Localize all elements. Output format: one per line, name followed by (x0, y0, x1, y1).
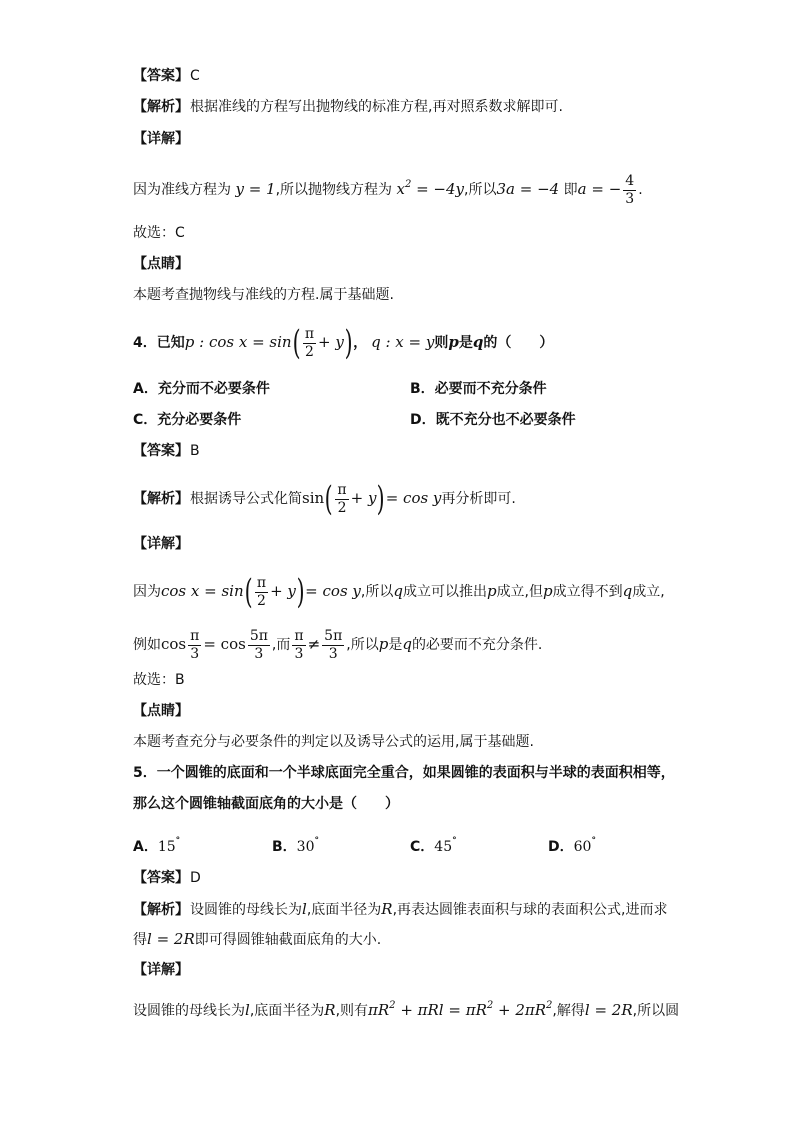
frac-num: π (304, 325, 315, 342)
q4-choose-line (133, 670, 773, 690)
q4-stem-q: q (472, 333, 484, 351)
q5-analysis-text: 设圆锥的母线长为 (190, 902, 302, 918)
q5-analysis-text: ,底面半径为 (306, 902, 382, 918)
right-paren: ) (377, 479, 386, 519)
q3-eq-directrix: y = 1 (235, 180, 276, 198)
q3-detail-end: . (638, 182, 643, 198)
q4-option-c (133, 410, 241, 430)
option-letter: B． (272, 839, 297, 855)
q4-option-d (410, 410, 576, 430)
q3-eq-result: a = − (577, 180, 622, 198)
frac-den: 3 (328, 645, 338, 662)
var-q: q (622, 582, 633, 600)
frac-num: π (190, 627, 200, 644)
q4-comment-text: 本题考查充分与必要条件的判定以及诱导公式的运用,属于基础题. (133, 734, 534, 750)
q5-detail-text: ,底面半径为 (249, 1003, 325, 1019)
q4-analysis-line (133, 478, 773, 519)
q3-detail-text: 即 (563, 182, 578, 198)
q4-detail-text: ,所以 (360, 584, 394, 600)
var-p: p (486, 582, 497, 600)
frac-den: 2 (304, 343, 314, 360)
q4-option-a (133, 379, 270, 399)
square: 2 (389, 1000, 396, 1011)
option-value: 15 (157, 839, 176, 855)
option-value: 60 (573, 839, 592, 855)
q4-detail-text: ,而 (271, 637, 291, 653)
frac-num: 5π (249, 627, 268, 644)
q3-answer-value: C (190, 68, 200, 84)
square: 2 (486, 1000, 494, 1011)
degree-sign: ° (314, 836, 319, 846)
q4-stem-text: 则 (434, 335, 449, 351)
degree-sign: ° (175, 836, 181, 846)
option-text: 必要而不充分条件 (434, 381, 547, 397)
q4-detail-text: 成立, (632, 584, 665, 600)
q4-detail-text: 成立可以推出 (402, 584, 487, 600)
var-R: R (381, 900, 393, 918)
q5-detail-text: ,则有 (335, 1003, 369, 1019)
q4-detail-text: 因为 (133, 584, 161, 600)
q4-stem: 4．已知p : cos x = sin( $\frac{\pi}{2}$ + y)， q : x = y则p是q的（ ） (133, 323, 554, 363)
q5-analysis-text: 得 (133, 932, 147, 948)
q4-detail-line2 (133, 624, 773, 665)
fraction (188, 628, 201, 663)
detail-label: 【详解】 (133, 131, 189, 147)
frac-den: 2 (337, 499, 347, 516)
option-text: 既不充分也不必要条件 (435, 412, 576, 428)
left-paren: ( (292, 323, 301, 363)
var-p: p (378, 635, 389, 653)
q5-surface-equation (368, 1001, 552, 1019)
cos-fn: cos (161, 635, 187, 653)
frac-num: π (294, 627, 304, 644)
left-paren: ( (244, 572, 253, 612)
q4-detail-label (133, 534, 773, 554)
comment-label: 【点睛】 (133, 256, 189, 272)
option-text: 充分必要条件 (157, 412, 242, 428)
right-paren: ) (344, 323, 353, 363)
q5-option-c (410, 831, 457, 857)
q4-eq-cos: cos x = sin (161, 582, 244, 600)
frac-num: 4 (625, 172, 635, 189)
degree-sign: ° (591, 836, 596, 846)
frac-den: 3 (625, 190, 635, 207)
q4-detail-line1 (133, 570, 773, 613)
option-letter: D． (548, 839, 574, 855)
q4-detail-text: ,所以 (346, 637, 379, 653)
q4-analysis-text: 根据诱导公式化简 (190, 491, 302, 507)
plus-y: + y (350, 489, 377, 507)
plus-y: + y (318, 333, 344, 351)
option-letter: C． (133, 412, 158, 428)
answer-label: 【答案】 (133, 68, 189, 84)
q4-comment-label (133, 701, 773, 721)
q5-detail-line (133, 996, 773, 1021)
q4-stem-end: 的（ ） (483, 335, 554, 351)
choose-label: 故选： (133, 672, 175, 688)
eq-term: + 2πR (493, 1001, 547, 1019)
q4-answer-value: B (190, 443, 200, 459)
eq-cos: = cos (203, 635, 246, 653)
q4-choose-value: B (175, 672, 185, 688)
q3-fraction (623, 173, 636, 208)
option-letter: C． (410, 839, 435, 855)
q3-detail-text: ,所以抛物线方程为 (275, 182, 393, 198)
q5-detail-text: ,所以圆 (632, 1003, 680, 1019)
q5-stem-line1: 5．一个圆锥的底面和一个半球底面完全重合，如果圆锥的表面积与半球的表面积相等， (133, 765, 675, 781)
q5-analysis-line1 (133, 899, 773, 920)
eq-l-2R: l = 2R (584, 1001, 633, 1019)
fraction (292, 628, 305, 663)
pi-over-2-fraction (335, 482, 348, 517)
q3-choose-line (133, 223, 773, 243)
degree-sign: ° (452, 836, 457, 846)
fraction (248, 628, 270, 663)
frac-den: 3 (190, 645, 200, 662)
q3-eq-parabola (396, 180, 464, 198)
plus-y: + y (270, 582, 296, 600)
neq-sign: ≠ (307, 635, 321, 653)
q3-eq-coef: 3a = −4 (496, 180, 560, 198)
square: 2 (546, 1000, 553, 1011)
analysis-label: 【解析】 (133, 491, 189, 507)
fraction (322, 628, 344, 663)
option-text: 充分而不必要条件 (157, 381, 270, 397)
q4-eq-cosy: = cos y (305, 582, 361, 600)
answer-label: 【答案】 (133, 443, 189, 459)
detail-label: 【详解】 (133, 536, 189, 552)
comment-label: 【点睛】 (133, 703, 189, 719)
var-R: R (324, 1001, 336, 1019)
q4-stem-text: 4．已知 (133, 335, 185, 351)
q3-comment-text: 本题考查抛物线与准线的方程.属于基础题. (133, 287, 394, 303)
q3-detail-text: 因为准线方程为 (133, 182, 231, 198)
frac-num: 5π (324, 627, 343, 644)
frac-den: 3 (254, 645, 264, 662)
option-letter: A． (133, 381, 158, 397)
choose-label: 故选： (133, 225, 175, 241)
q3-detail-text: ,所以 (464, 182, 497, 198)
var-l: l (245, 1001, 250, 1019)
left-paren: ( (324, 479, 333, 519)
var-q: q (393, 582, 403, 600)
var-p: p (543, 582, 553, 600)
q5-stem-line2: 那么这个圆锥轴截面底角的大小是（ ） (133, 796, 399, 812)
q4-stem-text: 是 (458, 335, 473, 351)
option-letter: D． (410, 412, 436, 428)
eq-term: + πRl = πR (395, 1001, 487, 1019)
frac-den: 3 (294, 645, 304, 662)
var-q: q (402, 635, 412, 653)
q4-analysis-text: 再分析即可. (441, 491, 516, 507)
q5-detail-text: 设圆锥的母线长为 (133, 1003, 245, 1019)
q3-detail-line (133, 168, 773, 208)
q5-answer-value: D (190, 870, 201, 886)
q4-option-b (410, 379, 547, 399)
answer-label: 【答案】 (133, 870, 189, 886)
q3-eq-square: 2 (404, 179, 412, 190)
pi-over-2-fraction (255, 575, 268, 610)
q3-comment-label (133, 254, 773, 274)
q4-detail-text: 是 (388, 637, 403, 653)
q3-analysis-line (133, 97, 773, 117)
analysis-label: 【解析】 (133, 99, 189, 115)
eq-l-2R: l = 2R (147, 930, 195, 948)
q5-detail-label (133, 960, 773, 980)
pi-over-2-fraction (303, 326, 316, 361)
q5-option-b (272, 831, 319, 857)
q4-answer-line (133, 441, 773, 461)
frac-num: π (256, 574, 267, 591)
q3-detail-label (133, 129, 773, 149)
q5-analysis-text: ,再表达圆锥表面积与球的表面积公式,进而求 (392, 902, 668, 918)
q4-detail-text: 的必要而不充分条件. (411, 637, 543, 653)
q5-option-d (548, 831, 596, 857)
q4-detail-text: 例如 (133, 637, 161, 653)
q3-analysis-text: 根据准线的方程写出抛物线的标准方程,再对照系数求解即可. (190, 99, 563, 115)
q3-eq-rhs: = −4y (411, 180, 465, 198)
q5-analysis-line2 (133, 929, 773, 950)
q3-eq-x: x (396, 180, 405, 198)
option-letter: B． (410, 381, 435, 397)
option-letter: A． (133, 839, 158, 855)
q4-detail-text: 成立得不到 (552, 584, 623, 600)
q5-answer-line (133, 868, 773, 888)
frac-num: π (337, 481, 347, 498)
eq-term: πR (368, 1001, 390, 1019)
right-paren: ) (296, 572, 305, 612)
option-value: 45 (434, 839, 453, 855)
q4-detail-text: 成立,但 (496, 584, 544, 600)
q3-answer-line (133, 66, 773, 86)
q4-stem-p: p (448, 333, 459, 351)
option-value: 30 (296, 839, 315, 855)
q5-detail-text: ,解得 (552, 1003, 585, 1019)
q4-q-def: q : x = y (371, 333, 435, 351)
analysis-label: 【解析】 (133, 902, 189, 918)
var-l: l (302, 900, 307, 918)
q5-analysis-text: 即可得圆锥轴截面底角的大小. (194, 932, 382, 948)
detail-label: 【详解】 (133, 962, 189, 978)
frac-den: 2 (257, 592, 266, 609)
q5-option-a (133, 831, 180, 857)
q3-choose-value: C (175, 225, 185, 241)
q4-p-def: p : cos x = sin (184, 333, 292, 351)
q4-analysis-eq: = cos y (385, 489, 442, 507)
sin-fn: sin (302, 489, 325, 507)
